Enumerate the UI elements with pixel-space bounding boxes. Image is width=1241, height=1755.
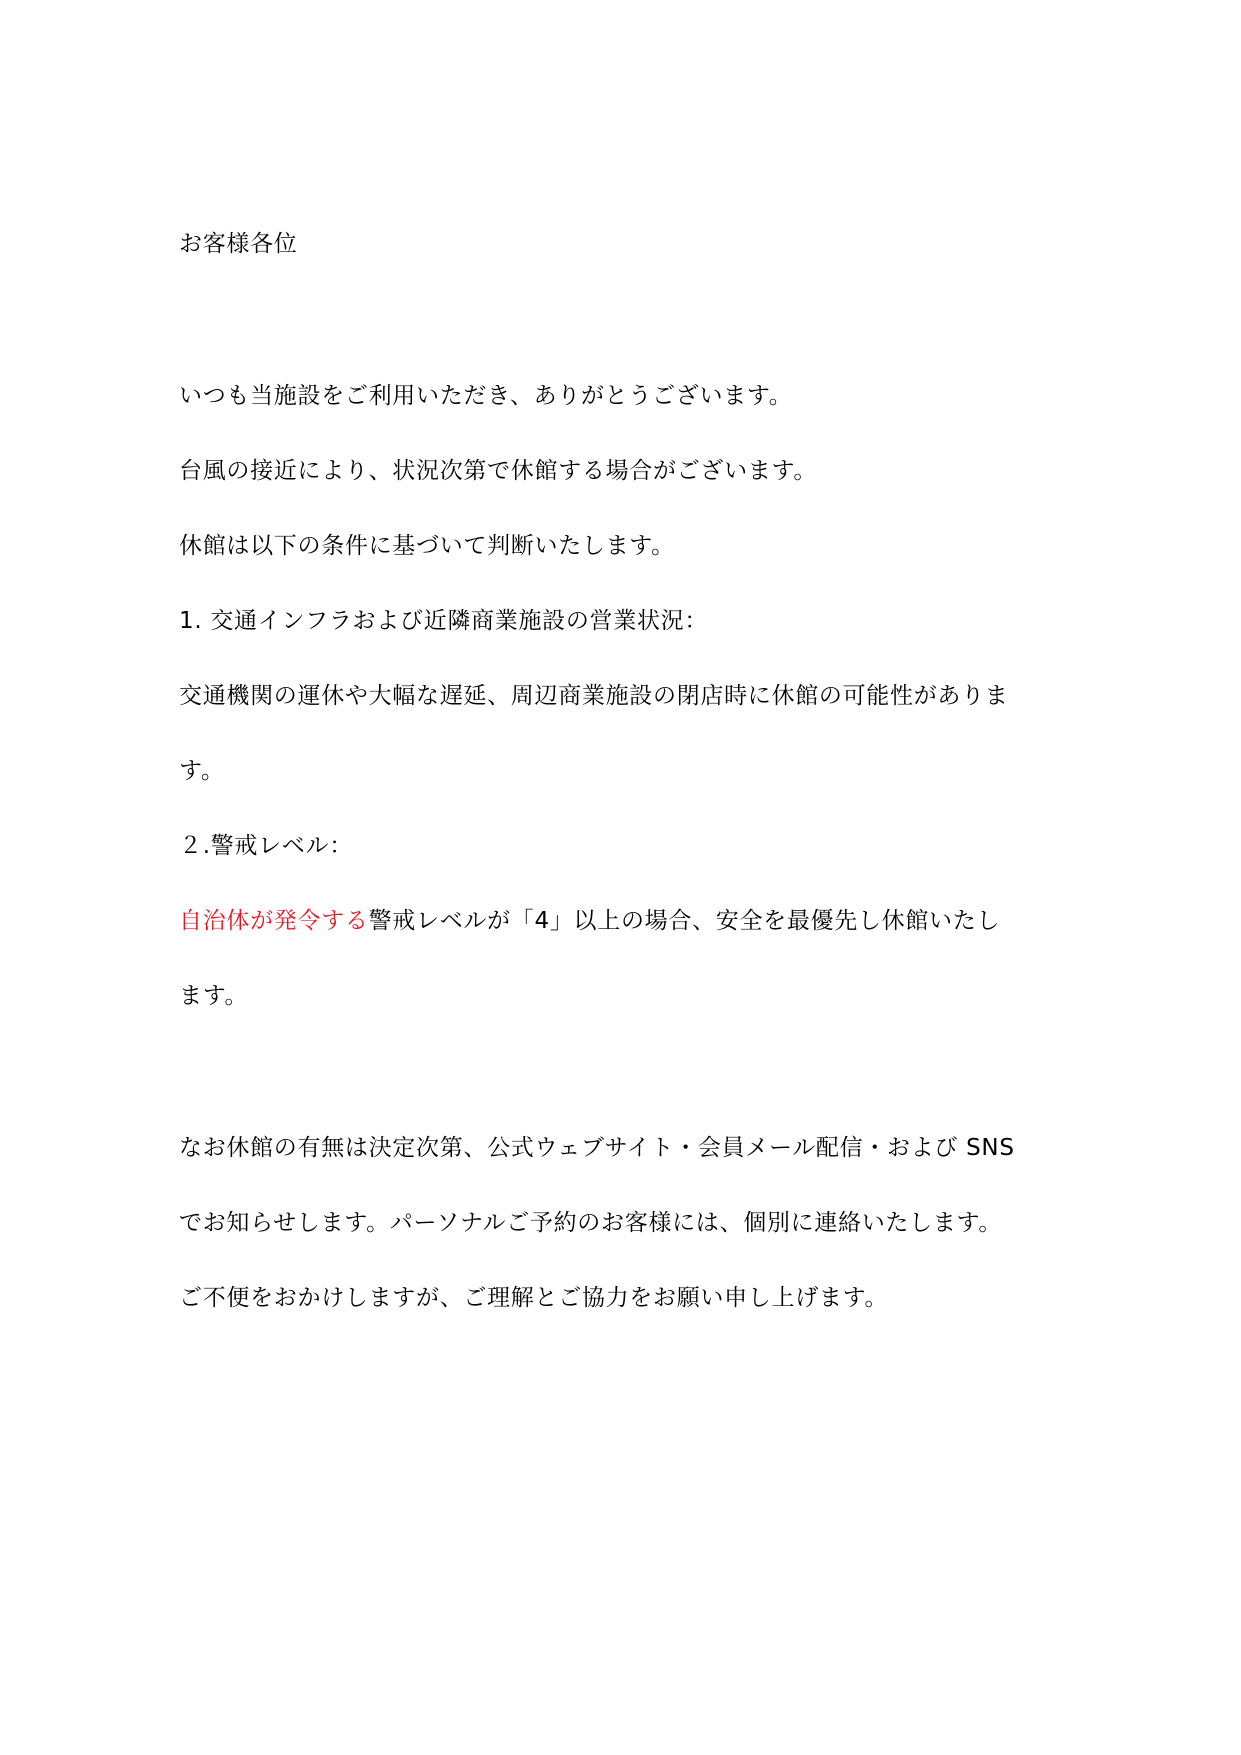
highlight-text: 自治体が発令する — [179, 908, 369, 934]
item2-body-line2: ます。 — [179, 983, 249, 1009]
closing-line: ご不便をおかけしますが、ご理解とご協力をお願い申し上げます。 — [179, 1285, 889, 1311]
salutation: お客様各位 — [179, 231, 298, 257]
item2-body-line1 — [179, 906, 1000, 936]
greeting-line: いつも当施設をご利用いただき、ありがとうございます。 — [179, 383, 793, 409]
item2-heading: ２.警戒レベル： — [179, 833, 353, 859]
item1-body-line2: す。 — [179, 758, 225, 784]
item2-body-rest: 警戒レベルが「4」以上の場合、安全を最優先し休館いたし — [368, 908, 1001, 934]
item1-heading: 1. 交通インフラおよび近隣商業施設の営業状況： — [179, 608, 709, 634]
announcement-line2: でお知らせします。パーソナルご予約のお客様には、個別に連絡いたします。 — [179, 1210, 1003, 1236]
criteria-intro-line: 休館は以下の条件に基づいて判断いたします。 — [179, 533, 675, 559]
item1-body-line1: 交通機関の運休や大幅な遅延、周辺商業施設の閉店時に休館の可能性がありま — [179, 683, 1009, 709]
notice-line: 台風の接近により、状況次第で休館する場合がございます。 — [179, 458, 818, 484]
announcement-line1: なお休館の有無は決定次第、公式ウェブサイト・会員メール配信・および SNS — [179, 1135, 1015, 1161]
